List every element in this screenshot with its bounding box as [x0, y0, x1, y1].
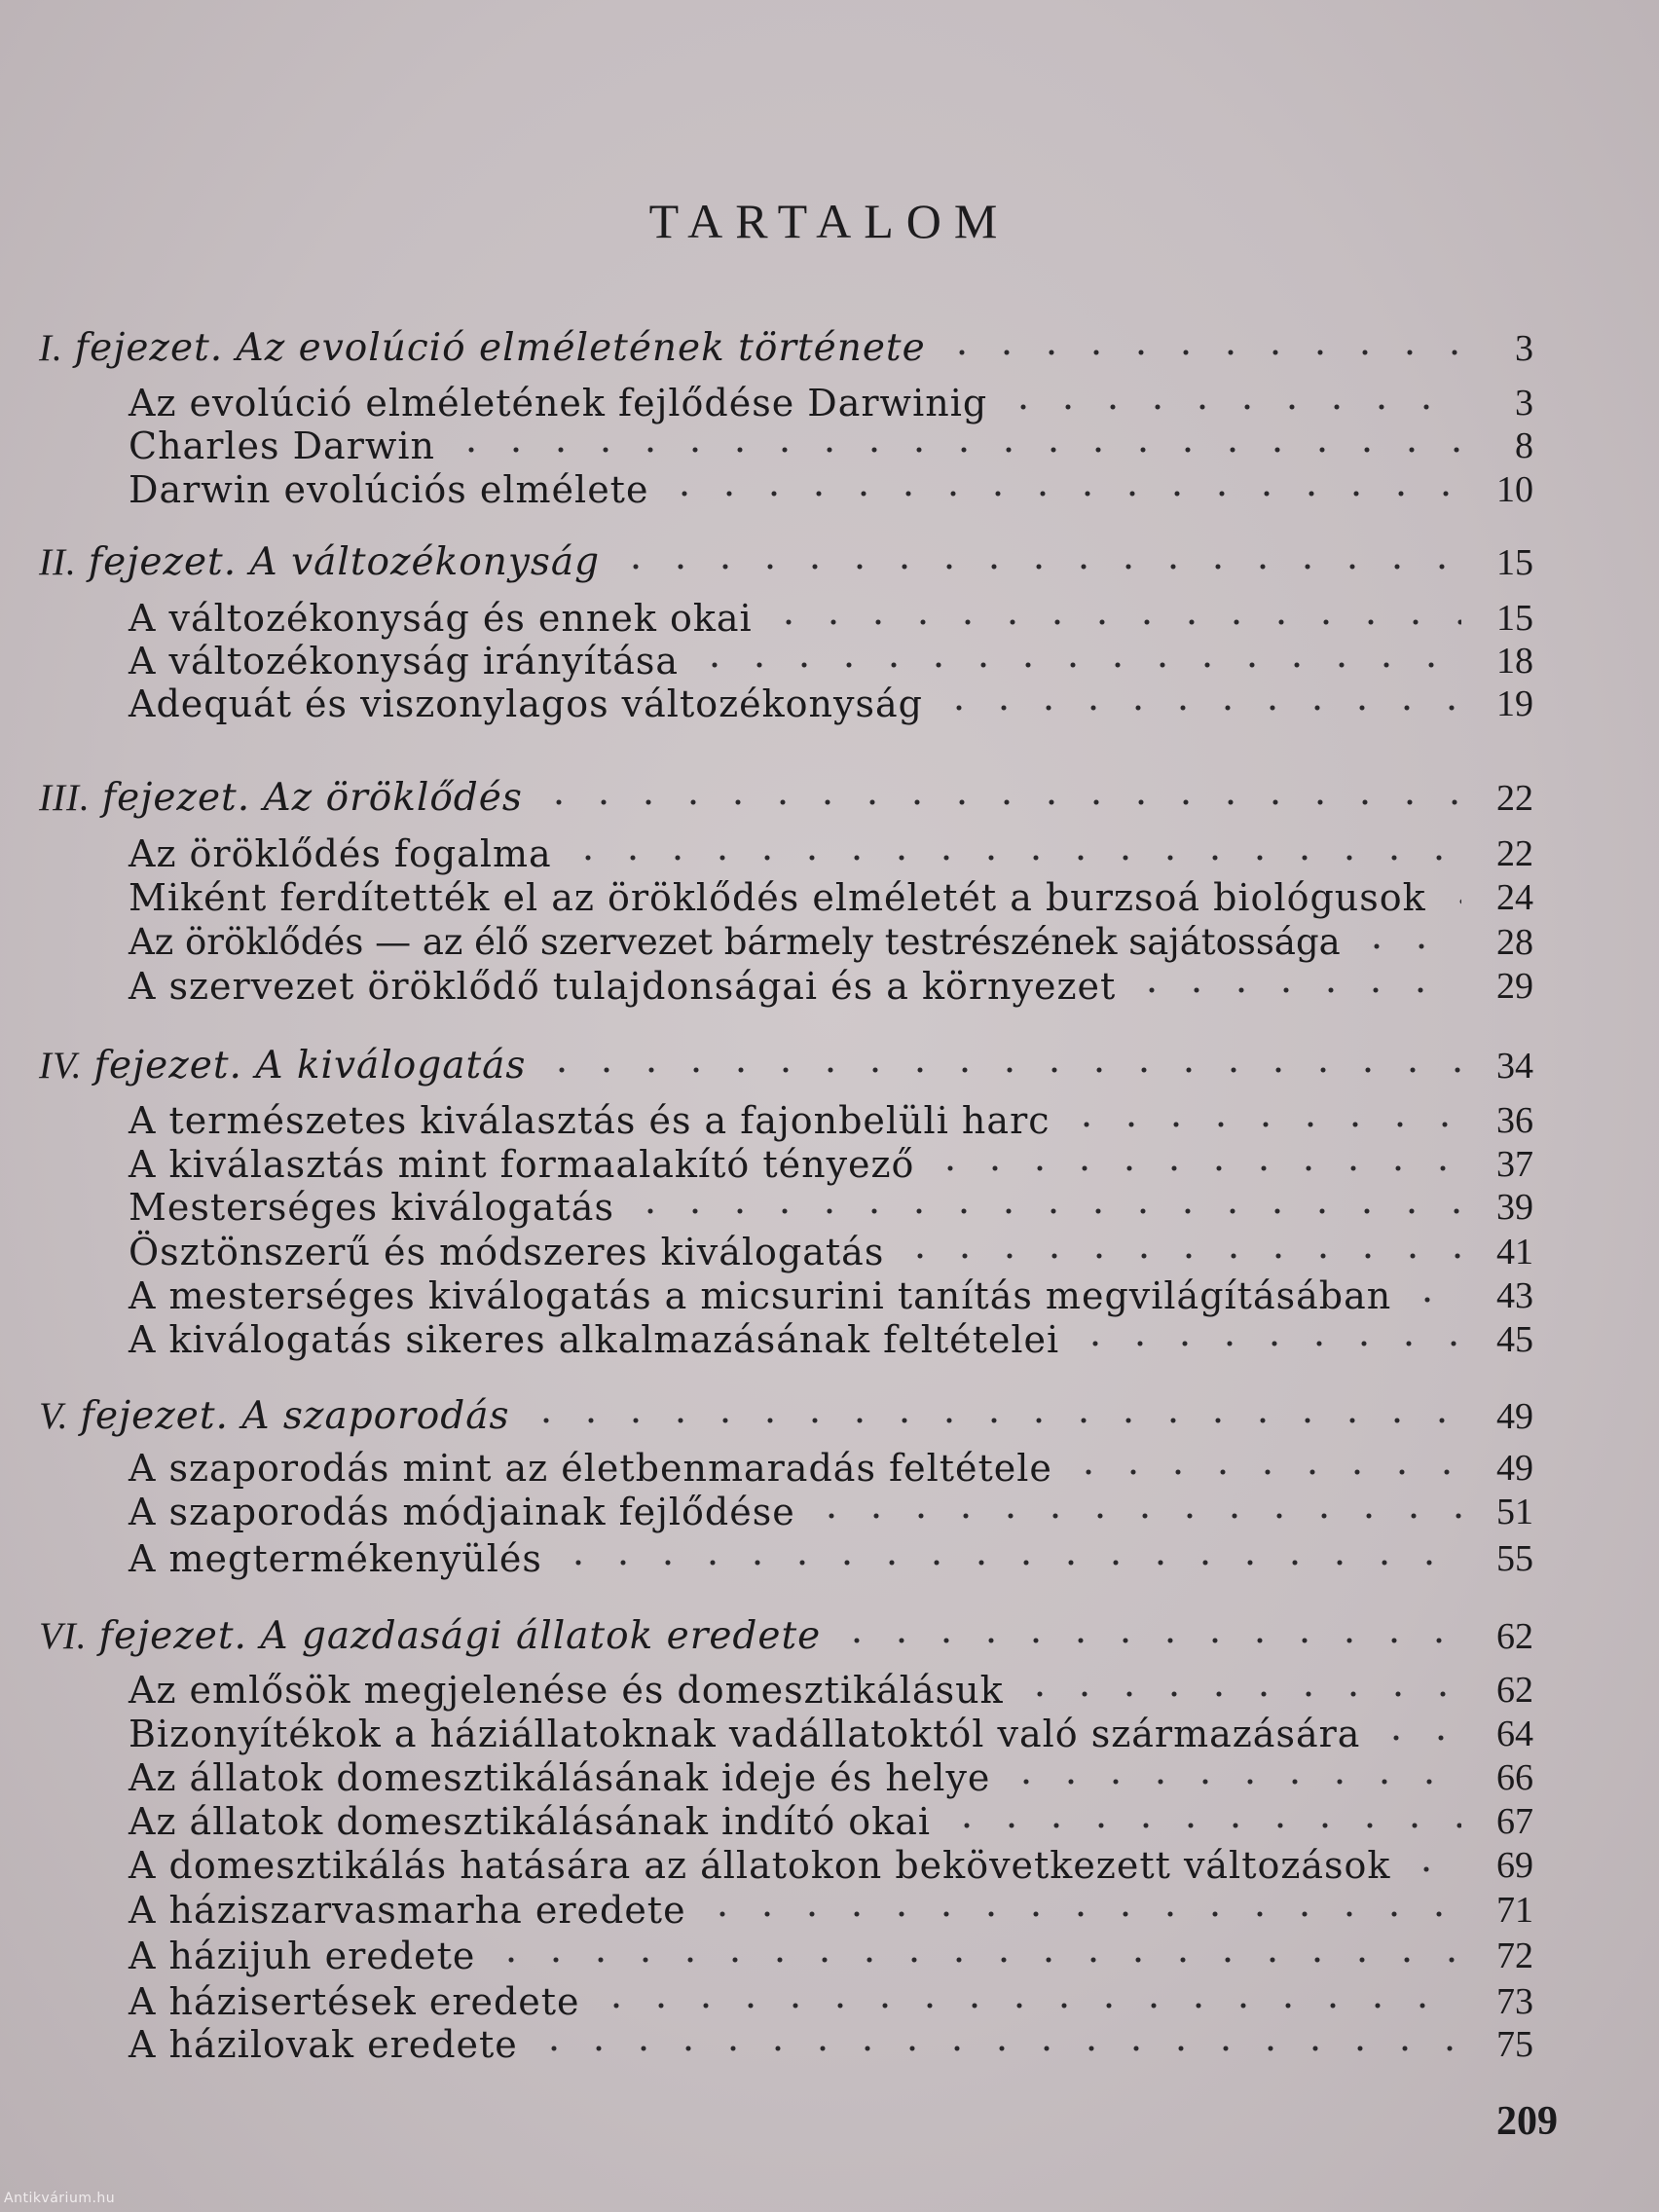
toc-entry-text: A természetes kiválasztás és a fajonbelüli harc [129, 1099, 1051, 1142]
toc-section-entry [129, 1231, 1533, 1273]
toc-page-number: 34 [1496, 1046, 1533, 1087]
toc-section-entry [129, 1935, 1533, 1977]
toc-section-entry [129, 876, 1533, 919]
toc-entry-text: fejezet. Az öröklődés [101, 776, 523, 820]
dot-leader [937, 698, 1461, 718]
toc-page-number: 36 [1496, 1100, 1533, 1141]
dot-leader [928, 1159, 1461, 1178]
toc-entry-text: A házijuh eredete [129, 1935, 476, 1977]
toc-entry-text: Az állatok domesztikálásának ideje és helye [129, 1756, 991, 1799]
page-number: 209 [1496, 2099, 1558, 2144]
toc-entry-label [39, 777, 523, 820]
dot-leader [1001, 397, 1461, 417]
toc-chapter-entry [39, 1045, 1533, 1088]
toc-page-number: 28 [1496, 922, 1533, 963]
toc-section-entry [129, 1889, 1533, 1932]
toc-page-number: 51 [1496, 1492, 1533, 1532]
chapter-number: I. [39, 327, 63, 369]
dot-leader [1374, 1728, 1461, 1748]
dot-leader [809, 1506, 1461, 1526]
toc-page-number: 45 [1496, 1319, 1533, 1360]
toc-section-entry [129, 1099, 1533, 1142]
chapter-number: II. [39, 541, 77, 583]
toc-page-number: 69 [1496, 1845, 1533, 1886]
toc-entry-label [129, 1800, 931, 1843]
dot-leader [1405, 1290, 1461, 1309]
toc-section-entry [129, 1537, 1533, 1580]
toc-entry-text: fejezet. A szaporodás [80, 1394, 510, 1438]
toc-chapter-entry [39, 777, 1533, 820]
dot-leader [536, 793, 1461, 812]
toc-entry-label [129, 1537, 542, 1580]
chapter-number: IV. [39, 1045, 83, 1087]
chapter-number: V. [39, 1395, 69, 1437]
toc-entry-label [129, 1491, 795, 1533]
toc-chapter-entry [39, 1615, 1533, 1658]
toc-page-number: 55 [1496, 1538, 1533, 1579]
dot-leader [524, 1411, 1461, 1430]
toc-entry-label [129, 876, 1426, 919]
toc-entry-label [129, 1318, 1059, 1361]
toc-section-entry [129, 597, 1533, 640]
toc-entry-label [129, 468, 648, 511]
toc-page-number: 39 [1496, 1187, 1533, 1228]
toc-entry-text: fejezet. A kiválogatás [93, 1044, 527, 1088]
dot-leader [1129, 980, 1461, 1000]
toc-page-number: 10 [1496, 469, 1533, 510]
toc-entry-text: Miként ferdítették el az öröklődés elméletét a burzsoá biológusok [129, 876, 1426, 919]
toc-page-number: 8 [1515, 425, 1533, 466]
toc-entry-label [129, 640, 679, 682]
toc-page-number: 72 [1496, 1936, 1533, 1976]
toc-entry-label [129, 597, 753, 640]
toc-entry-text: fejezet. A gazdasági állatok eredete [98, 1614, 822, 1658]
toc-entry-text: Az evolúció elméletének fejlődése Darwinig [129, 382, 988, 424]
toc-page-number: 49 [1496, 1396, 1533, 1437]
dot-leader [1004, 1772, 1461, 1791]
toc-entry-text: A szervezet öröklődő tulajdonságai és a környezet [129, 965, 1117, 1008]
toc-page-number: 62 [1496, 1616, 1533, 1657]
chapter-number: VI. [39, 1615, 88, 1657]
toc-chapter-entry [39, 1395, 1533, 1438]
toc-entry-text: A mesterséges kiválogatás a micsurini tanítás megvilágításában [129, 1274, 1392, 1317]
dot-leader [1354, 937, 1461, 956]
dot-leader [539, 1060, 1461, 1080]
toc-section-entry [129, 1143, 1533, 1186]
toc-section-entry [129, 965, 1533, 1008]
toc-page-number: 15 [1496, 542, 1533, 583]
toc-entry-text: A kiválasztás mint formaalakító tényező [129, 1143, 915, 1186]
toc-entry-label [129, 1231, 884, 1273]
dot-leader [662, 484, 1461, 503]
toc-entry-text: Az állatok domesztikálásának indító okai [129, 1800, 932, 1843]
dot-leader [566, 848, 1461, 867]
toc-entry-text: A házisertések eredete [129, 1980, 580, 2023]
toc-entry-text: Darwin evolúciós elmélete [129, 468, 649, 511]
toc-entry-label [129, 424, 435, 467]
toc-section-entry [129, 1447, 1533, 1490]
toc-section-entry [129, 1274, 1533, 1317]
toc-entry-label [39, 1395, 510, 1438]
toc-page-number: 66 [1496, 1757, 1533, 1798]
dot-leader [1017, 1684, 1461, 1704]
dot-leader [944, 1816, 1461, 1835]
toc-entry-label [39, 1615, 821, 1658]
toc-entry-label [129, 1980, 580, 2023]
page-title: TARTALOM [648, 194, 1011, 248]
toc-entry-text: Charles Darwin [129, 424, 436, 467]
toc-page-number: 19 [1496, 683, 1533, 724]
toc-section-entry [129, 640, 1533, 682]
toc-entry-label [129, 1143, 914, 1186]
toc-page-number: 43 [1496, 1275, 1533, 1316]
toc-entry-text: A domesztikálás hatására az állatokon bekövetkezett változások [129, 1844, 1391, 1887]
toc-entry-text: Az öröklődés fogalma [129, 832, 552, 875]
toc-entry-label [129, 1099, 1051, 1142]
toc-entry-label [129, 921, 1341, 964]
toc-entry-text: Adequát és viszonylagos változékonyság [129, 682, 923, 725]
toc-section-entry [129, 1844, 1533, 1887]
toc-entry-label [39, 541, 600, 584]
dot-leader [628, 1201, 1461, 1221]
chapter-number: III. [39, 777, 91, 819]
toc-section-entry [129, 1713, 1533, 1755]
toc-entry-label [129, 1274, 1391, 1317]
toc-entry-label [129, 2023, 518, 2066]
toc-entry-label [129, 832, 552, 875]
toc-section-entry [129, 1318, 1533, 1361]
toc-entry-label [129, 965, 1116, 1008]
dot-leader [556, 1553, 1461, 1572]
dot-leader [489, 1950, 1461, 1970]
dot-leader [692, 655, 1461, 675]
toc-section-entry [129, 921, 1533, 964]
toc-section-entry [129, 468, 1533, 511]
toc-section-entry [129, 1800, 1533, 1843]
toc-entry-text: Ösztönszerű és módszeres kiválogatás [129, 1231, 885, 1273]
toc-entry-text: A megtermékenyülés [129, 1537, 542, 1580]
toc-entry-label [129, 1844, 1390, 1887]
toc-page-number: 67 [1496, 1801, 1533, 1842]
toc-section-entry [129, 382, 1533, 424]
toc-entry-label [129, 1889, 686, 1932]
toc-entry-text: A kiválogatás sikeres alkalmazásának feltételei [129, 1318, 1060, 1361]
toc-section-entry [129, 1756, 1533, 1799]
toc-page-number: 3 [1515, 328, 1533, 369]
toc-page-number: 62 [1496, 1670, 1533, 1711]
dot-leader [940, 343, 1461, 362]
toc-page-number: 29 [1496, 966, 1533, 1007]
toc-page-number: 22 [1496, 833, 1533, 874]
toc-section-entry [129, 1491, 1533, 1533]
toc-section-entry [129, 424, 1533, 467]
toc-page-number: 24 [1496, 877, 1533, 918]
toc-page-number: 73 [1496, 1981, 1533, 2022]
dot-leader [1066, 1462, 1461, 1482]
toc-entry-text: A szaporodás mint az életbenmaradás feltétele [129, 1447, 1052, 1490]
toc-page-number: 71 [1496, 1890, 1533, 1931]
toc-entry-label [129, 1935, 475, 1977]
dot-leader [613, 557, 1461, 576]
toc-entry-label [129, 1713, 1360, 1755]
toc-page-number: 18 [1496, 641, 1533, 682]
toc-chapter-entry [39, 327, 1533, 370]
dot-leader [898, 1246, 1461, 1266]
dot-leader [594, 1996, 1461, 2015]
dot-leader [1440, 892, 1461, 911]
dot-leader [532, 2039, 1461, 2058]
toc-entry-label [129, 1447, 1052, 1490]
toc-page-number: 37 [1496, 1144, 1533, 1185]
dot-leader [1404, 1860, 1461, 1879]
watermark-text: Antikvárium.hu [4, 2191, 116, 2206]
toc-entry-label [129, 682, 923, 725]
dot-leader [766, 612, 1461, 632]
toc-page-number: 64 [1496, 1714, 1533, 1754]
toc-section-entry [129, 1980, 1533, 2023]
toc-entry-text: fejezet. A változékonyság [88, 540, 601, 584]
toc-page-number: 75 [1496, 2024, 1533, 2065]
toc-page-number: 3 [1515, 383, 1533, 424]
toc-entry-label [39, 1045, 526, 1088]
toc-section-entry [129, 1669, 1533, 1712]
toc-page-number: 41 [1496, 1232, 1533, 1272]
toc-entry-text: A változékonyság irányítása [129, 640, 680, 682]
toc-page-number: 22 [1496, 778, 1533, 819]
dot-leader [449, 440, 1461, 460]
toc-section-entry [129, 832, 1533, 875]
toc-entry-text: Bizonyítékok a háziállatoknak vadállatoktól való származására [129, 1713, 1361, 1755]
toc-entry-text: Az emlősök megjelenése és domesztikálásuk [129, 1669, 1004, 1712]
dot-leader [700, 1904, 1461, 1924]
toc-entry-text: A házilovak eredete [129, 2023, 518, 2066]
dot-leader [1073, 1334, 1461, 1353]
toc-section-entry [129, 2023, 1533, 2066]
toc-entry-text: Az öröklődés — az élő szervezet bármely testrészének sajátossága [129, 921, 1341, 963]
toc-section-entry [129, 682, 1533, 725]
toc-entry-label [129, 1186, 614, 1229]
toc-entry-label [39, 327, 926, 370]
toc-entry-label [129, 1669, 1004, 1712]
toc-entry-text: A változékonyság és ennek okai [129, 597, 753, 640]
toc-entry-label [129, 382, 987, 424]
toc-entry-text: Mesterséges kiválogatás [129, 1186, 614, 1229]
dot-leader [834, 1631, 1461, 1650]
toc-entry-text: fejezet. Az evolúció elméletének története [74, 326, 926, 370]
toc-page-number: 49 [1496, 1448, 1533, 1489]
toc-entry-label [129, 1756, 990, 1799]
dot-leader [1064, 1115, 1461, 1134]
toc-page-number: 15 [1496, 598, 1533, 639]
toc-section-entry [129, 1186, 1533, 1229]
toc-entry-text: A szaporodás módjainak fejlődése [129, 1491, 795, 1533]
toc-entry-text: A háziszarvasmarha eredete [129, 1889, 686, 1932]
toc-chapter-entry [39, 541, 1533, 584]
